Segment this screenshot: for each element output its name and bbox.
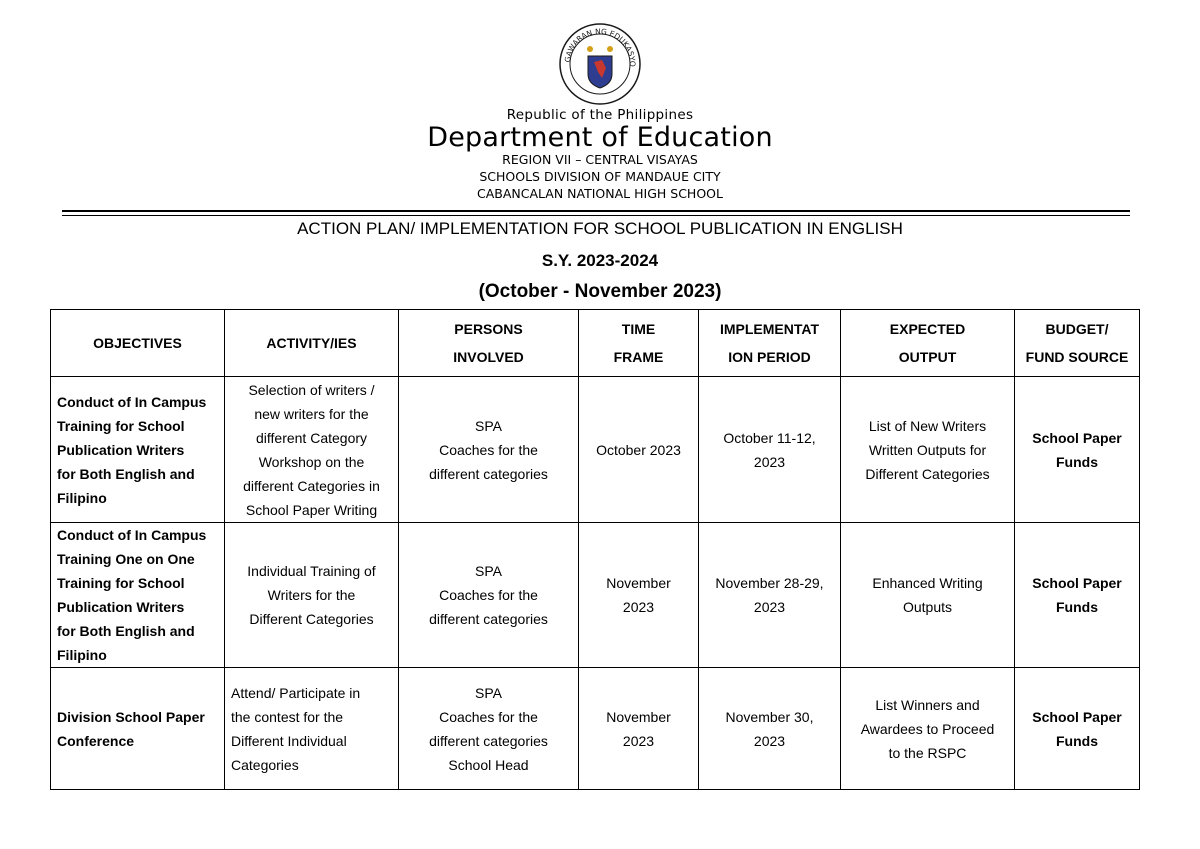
time-frame-cell: November 2023 xyxy=(579,523,699,668)
header-expected-output: EXPECTED OUTPUT xyxy=(841,310,1015,377)
fund-cell: School Paper Funds xyxy=(1015,377,1140,523)
header-divider-thin xyxy=(62,215,1130,216)
region-line: REGION VII – CENTRAL VISAYAS xyxy=(502,152,698,167)
objective-cell: Conduct of In Campus Training One on One Training for School Publication Writers for Both English and Filipino xyxy=(51,523,225,668)
objective-cell: Division School Paper Conference xyxy=(51,668,225,790)
output-cell: List of New Writers Written Outputs for Different Categories xyxy=(841,377,1015,523)
persons-cell: SPA Coaches for the different categories xyxy=(399,377,579,523)
fund-cell: School Paper Funds xyxy=(1015,668,1140,790)
activity-cell: Attend/ Participate in the contest for the Different Individual Categories xyxy=(225,668,399,790)
school-year: S.Y. 2023-2024 xyxy=(541,251,659,270)
table-row xyxy=(51,523,1140,668)
action-plan-table xyxy=(50,309,1140,790)
header-budget: BUDGET/ FUND SOURCE xyxy=(1015,310,1140,377)
period-cell: November 28-29, 2023 xyxy=(699,523,841,668)
time-frame-cell: October 2023 xyxy=(579,377,699,523)
time-frame-cell: November 2023 xyxy=(579,668,699,790)
period-cell: November 30, 2023 xyxy=(699,668,841,790)
table-row xyxy=(51,668,1140,790)
header-objectives: OBJECTIVES xyxy=(51,310,225,377)
header-persons: PERSONS INVOLVED xyxy=(399,310,579,377)
document-title: ACTION PLAN/ IMPLEMENTATION FOR SCHOOL PUBLICATION IN ENGLISH xyxy=(297,219,903,238)
table-row xyxy=(51,377,1140,523)
objective-cell: Conduct of In Campus Training for School Publication Writers for Both English and Filipino xyxy=(51,377,225,523)
division-line: SCHOOLS DIVISION OF MANDAUE CITY xyxy=(479,169,721,184)
period-cell: October 11-12, 2023 xyxy=(699,377,841,523)
activity-cell: Selection of writers / new writers for the different Category Workshop on the different Categories in School Paper Writing xyxy=(225,377,399,523)
table-header-row xyxy=(51,310,1140,377)
persons-cell: SPA Coaches for the different categories School Head xyxy=(399,668,579,790)
deped-seal-icon xyxy=(558,22,642,106)
date-range: (October - November 2023) xyxy=(478,281,722,302)
header-divider xyxy=(62,210,1130,212)
fund-cell: School Paper Funds xyxy=(1015,523,1140,668)
persons-cell: SPA Coaches for the different categories xyxy=(399,523,579,668)
school-line: CABANCALAN NATIONAL HIGH SCHOOL xyxy=(477,186,723,201)
header-implementation-period: IMPLEMENTAT ION PERIOD xyxy=(699,310,841,377)
output-cell: List Winners and Awardees to Proceed to the RSPC xyxy=(841,668,1015,790)
activity-cell: Individual Training of Writers for the Different Categories xyxy=(225,523,399,668)
output-cell: Enhanced Writing Outputs xyxy=(841,523,1015,668)
header-activities: ACTIVITY/IES xyxy=(225,310,399,377)
svg-text:KAGAWARAN NG EDUKASYON: GAWARAN NG EDUKASYO xyxy=(562,26,638,67)
header-time-frame: TIME FRAME xyxy=(579,310,699,377)
department-title: Department of Education xyxy=(427,122,773,153)
republic-line: Republic of the Philippines xyxy=(506,107,694,123)
